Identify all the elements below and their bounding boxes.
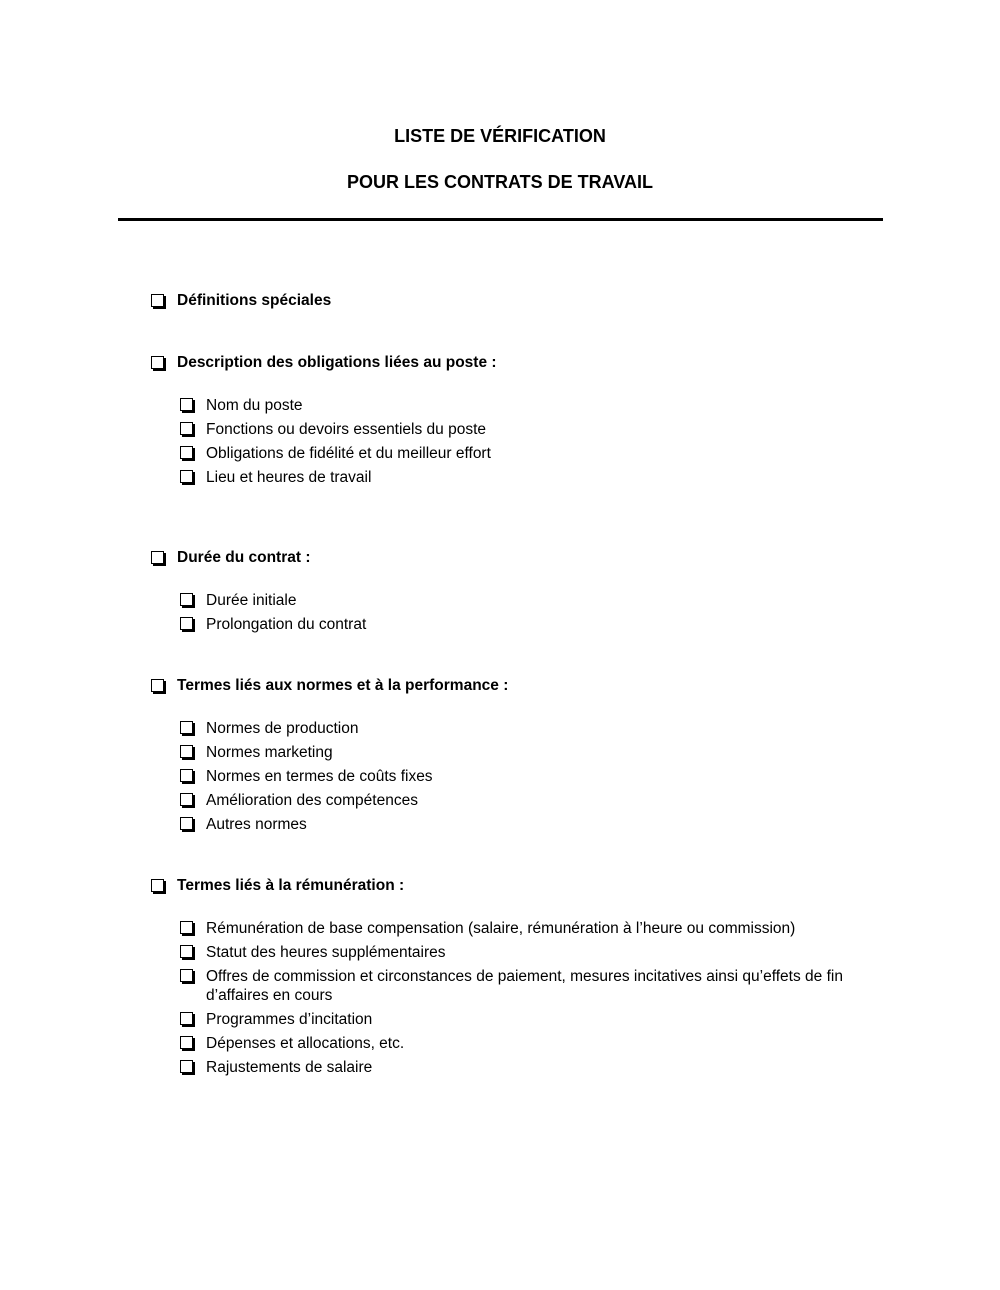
list-item[interactable] <box>179 719 899 738</box>
item-label: Dépenses et allocations, etc. <box>206 1035 405 1052</box>
list-item[interactable] <box>179 767 899 786</box>
checkbox-icon[interactable] <box>180 921 193 934</box>
checkbox-icon[interactable] <box>180 617 193 630</box>
item-label: Normes en termes de coûts fixes <box>206 768 433 785</box>
list-item[interactable] <box>179 468 899 487</box>
checkbox-icon[interactable] <box>180 793 193 806</box>
title-divider <box>118 218 883 221</box>
item-label: Prolongation du contrat <box>206 616 367 633</box>
section-label: Description des obligations liées au poste : <box>177 354 497 371</box>
document-title: LISTE DE VÉRIFICATION <box>394 126 606 146</box>
checkbox-icon[interactable] <box>180 422 193 435</box>
item-label: Rajustements de salaire <box>206 1059 373 1076</box>
item-label: Lieu et heures de travail <box>206 469 372 486</box>
list-item[interactable] <box>179 1058 899 1077</box>
list-item[interactable] <box>179 815 899 834</box>
section-label: Définitions spéciales <box>177 292 332 309</box>
checkbox-icon[interactable] <box>180 446 193 459</box>
item-label: Normes marketing <box>206 744 333 761</box>
list-item[interactable] <box>179 1010 899 1029</box>
document-subtitle: POUR LES CONTRATS DE TRAVAIL <box>347 172 653 192</box>
checkbox-icon[interactable] <box>151 679 164 692</box>
checkbox-icon[interactable] <box>180 398 193 411</box>
section-label: Durée du contrat : <box>177 549 311 566</box>
item-label: Offres de commission et circonstances de paiement, mesures incitatives ainsi qu’effets de fin d’affaires en cours <box>206 968 843 1004</box>
list-item[interactable] <box>179 943 899 962</box>
checkbox-icon[interactable] <box>180 593 193 606</box>
list-item[interactable] <box>179 444 899 463</box>
item-label: Normes de production <box>206 720 359 737</box>
item-label: Nom du poste <box>206 397 303 414</box>
checkbox-icon[interactable] <box>180 1060 193 1073</box>
checkbox-icon[interactable] <box>151 879 164 892</box>
list-item[interactable] <box>179 420 899 439</box>
checkbox-icon[interactable] <box>180 969 193 982</box>
item-label: Rémunération de base compensation (salaire, rémunération à l’heure ou commission) <box>206 920 796 937</box>
checkbox-icon[interactable] <box>180 470 193 483</box>
checkbox-icon[interactable] <box>180 721 193 734</box>
section-label: Termes liés à la rémunération : <box>177 877 405 894</box>
item-label: Statut des heures supplémentaires <box>206 944 446 961</box>
section-label: Termes liés aux normes et à la performance : <box>177 677 509 694</box>
list-item[interactable] <box>179 396 899 415</box>
checkbox-icon[interactable] <box>180 817 193 830</box>
checkbox-icon[interactable] <box>151 551 164 564</box>
checkbox-icon[interactable] <box>180 1012 193 1025</box>
checkbox-icon[interactable] <box>151 294 164 307</box>
list-item[interactable] <box>179 967 899 1005</box>
item-label: Autres normes <box>206 816 307 833</box>
list-item[interactable] <box>179 919 899 938</box>
item-label: Amélioration des compétences <box>206 792 418 809</box>
checkbox-icon[interactable] <box>180 945 193 958</box>
item-label: Durée initiale <box>206 592 297 609</box>
item-label: Fonctions ou devoirs essentiels du poste <box>206 421 487 438</box>
list-item[interactable] <box>179 591 899 610</box>
item-label: Programmes d’incitation <box>206 1011 373 1028</box>
list-item[interactable] <box>179 615 899 634</box>
checkbox-icon[interactable] <box>180 1036 193 1049</box>
item-label: Obligations de fidélité et du meilleur effort <box>206 445 491 462</box>
checkbox-icon[interactable] <box>151 356 164 369</box>
list-item[interactable] <box>179 1034 899 1053</box>
list-item[interactable] <box>179 791 899 810</box>
list-item[interactable] <box>179 743 899 762</box>
checkbox-icon[interactable] <box>180 769 193 782</box>
checkbox-icon[interactable] <box>180 745 193 758</box>
